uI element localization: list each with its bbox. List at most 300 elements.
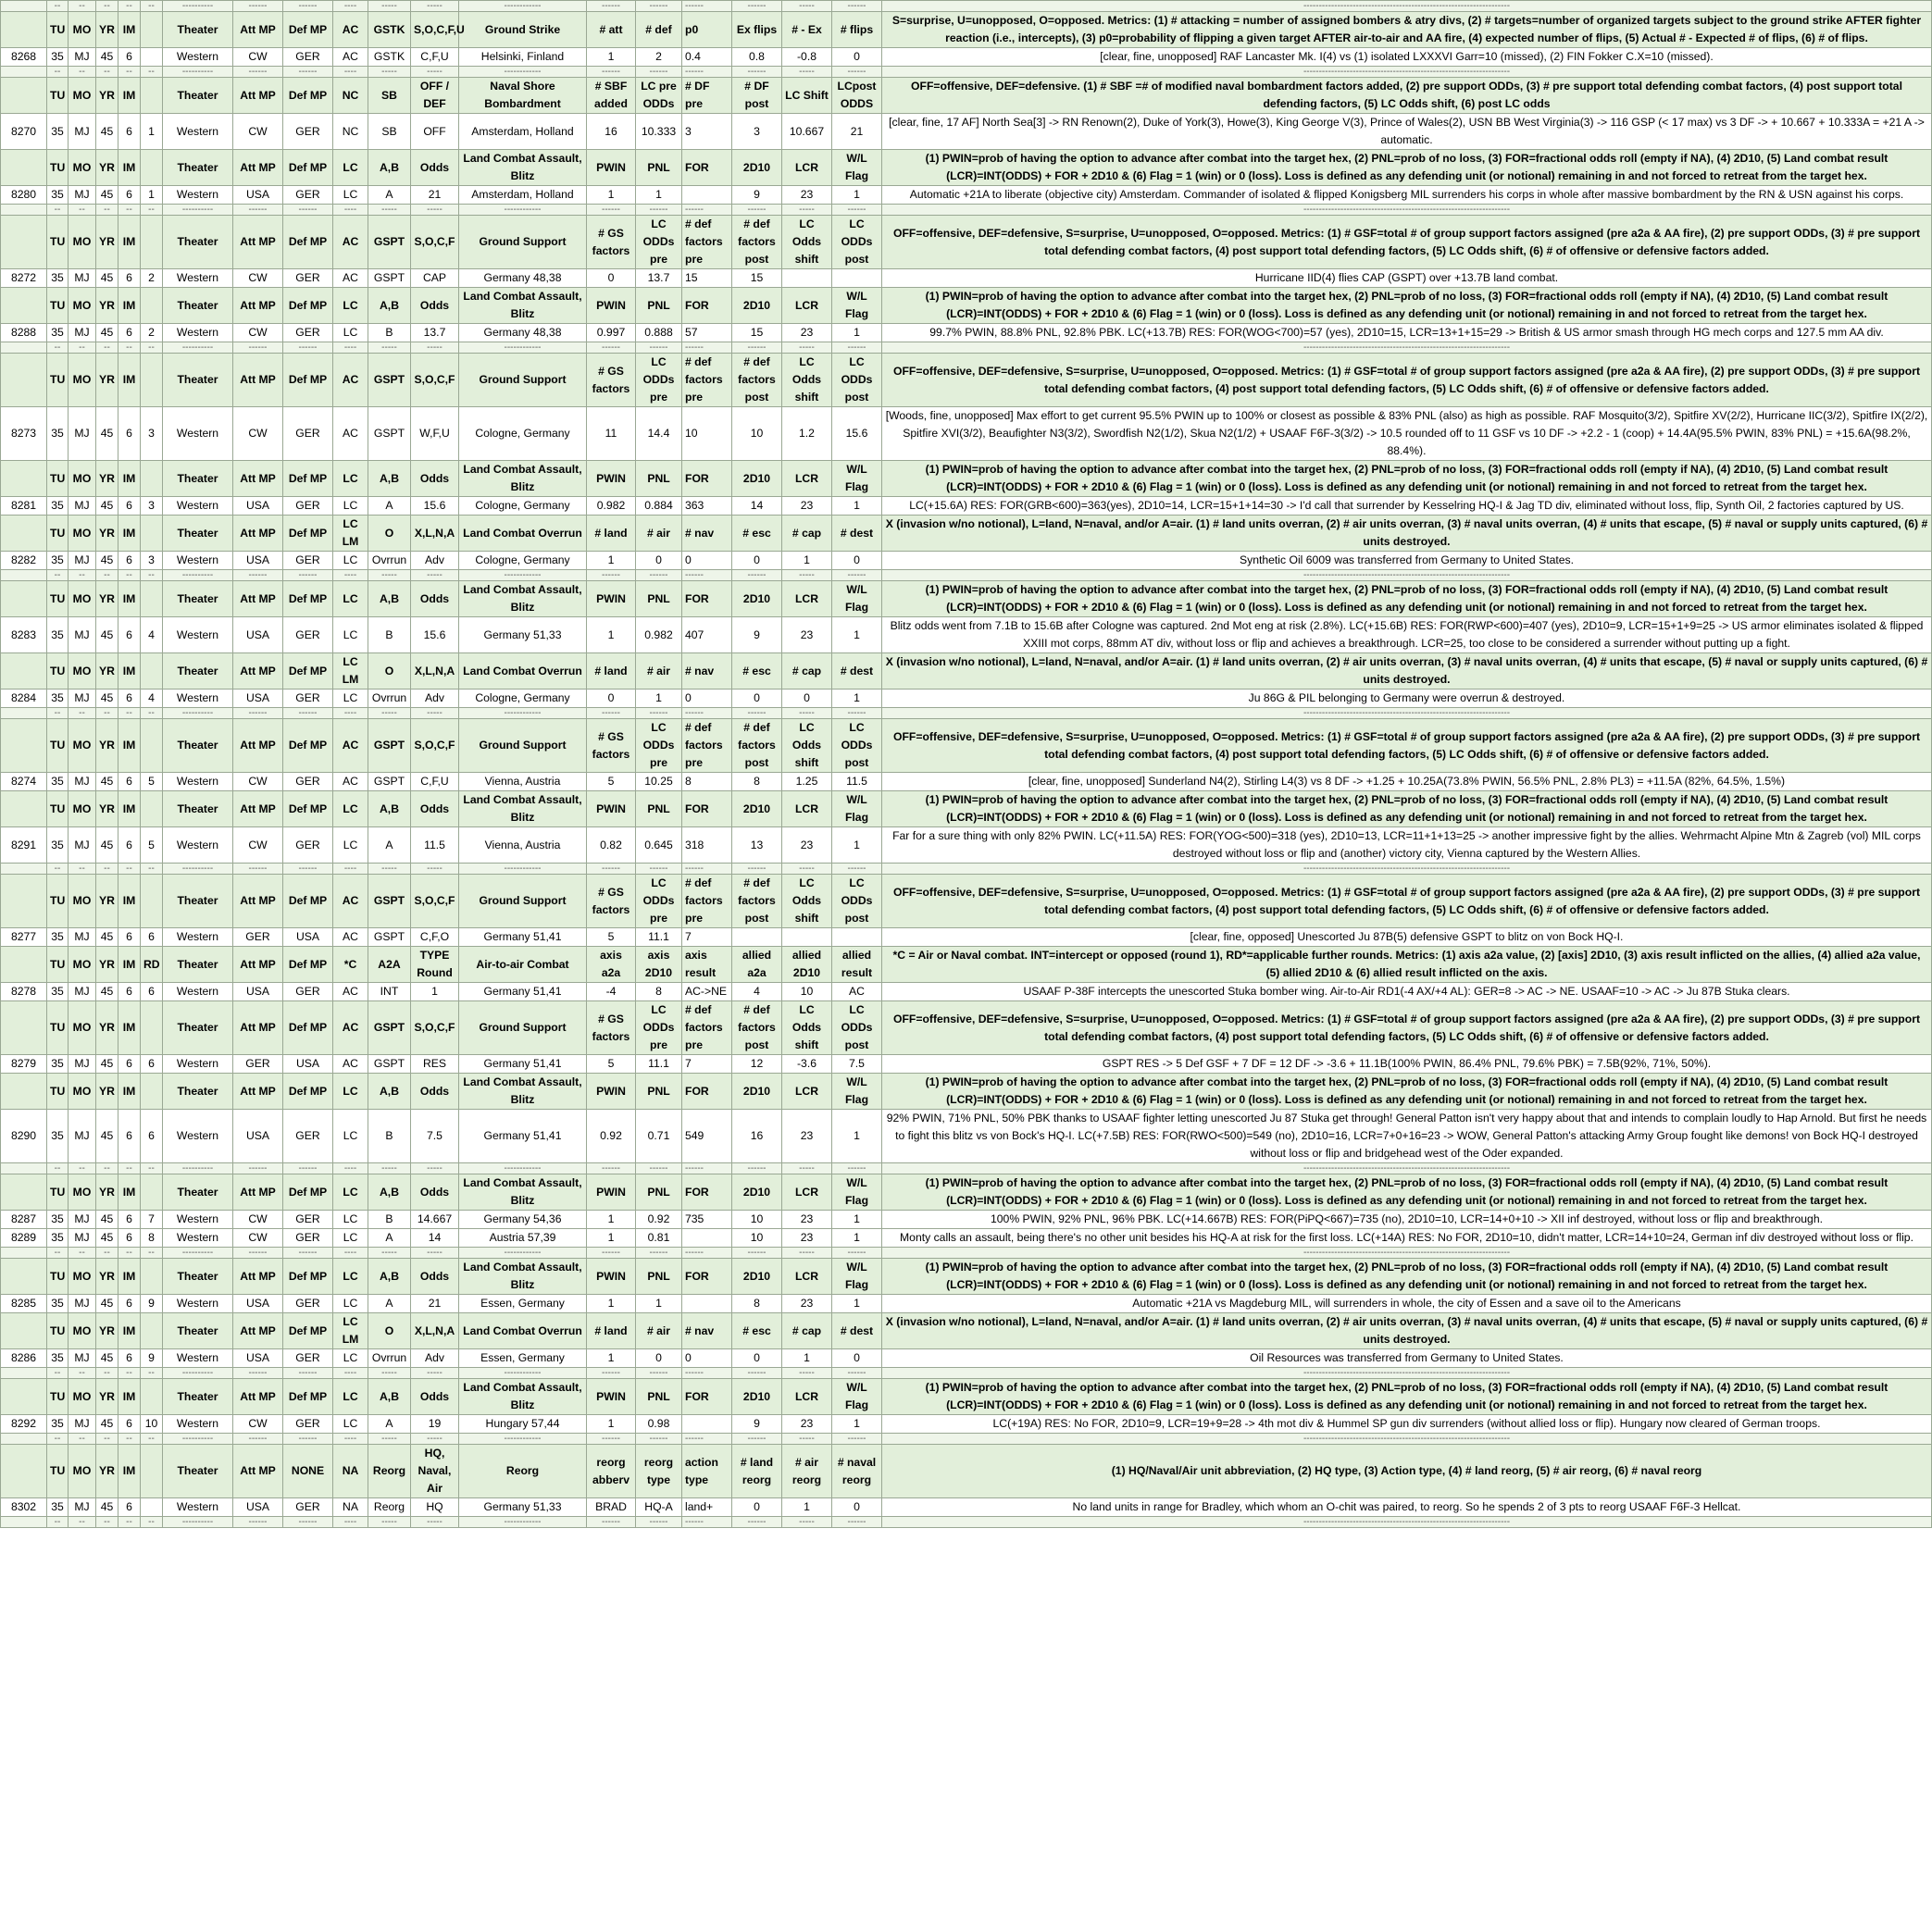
table-cell: CW: [233, 827, 283, 864]
table-cell: 8290: [1, 1110, 47, 1163]
table-cell: GER: [283, 690, 333, 708]
divider-cell: ------: [636, 570, 682, 581]
header-cell: YR: [96, 216, 118, 269]
divider-cell: -------------------------------------------------------------------: [882, 1248, 1932, 1259]
table-cell: GER: [283, 48, 333, 67]
table-cell: 1: [832, 1110, 882, 1163]
divider-cell: --: [141, 1248, 163, 1259]
table-cell: MJ: [69, 1211, 96, 1229]
divider-cell: ----------: [163, 864, 233, 875]
header-cell: TU: [47, 516, 69, 552]
table-cell: land+: [682, 1498, 732, 1517]
divider-cell: ----------: [163, 570, 233, 581]
table-cell: Western: [163, 114, 233, 150]
header-cell: action type: [682, 1445, 732, 1498]
table-cell: 549: [682, 1110, 732, 1163]
table-cell: 1.2: [782, 407, 832, 461]
header-cell: AC: [333, 354, 368, 407]
table-cell: [682, 186, 732, 205]
table-cell: 735: [682, 1211, 732, 1229]
table-cell: 35: [47, 983, 69, 1001]
table-cell: GER: [283, 1295, 333, 1313]
table-cell: 7: [682, 1055, 732, 1074]
table-cell: 0.71: [636, 1110, 682, 1163]
table-cell: GSPT: [368, 928, 411, 947]
header-cell: MO: [69, 791, 96, 827]
header-cell: LCR: [782, 791, 832, 827]
divider-cell: ------: [636, 1368, 682, 1379]
header-cell: [141, 150, 163, 186]
header-cell: YR: [96, 947, 118, 983]
header-cell: Theater: [163, 1001, 233, 1055]
divider-cell: --: [118, 708, 141, 719]
table-cell: 0: [832, 552, 882, 570]
header-cell: # dest: [832, 653, 882, 690]
divider-cell: -------------------------------------------------------------------: [882, 570, 1932, 581]
header-cell: Odds: [411, 288, 459, 324]
header-row: [1, 216, 1932, 269]
divider-cell: -----: [782, 1434, 832, 1445]
divider-cell: ----------: [163, 205, 233, 216]
header-cell: IM: [118, 653, 141, 690]
table-cell: 9: [141, 1349, 163, 1368]
table-cell: GER: [283, 1415, 333, 1434]
divider-cell: -------------------------------------------------------------------: [882, 205, 1932, 216]
table-cell: MJ: [69, 1349, 96, 1368]
divider-cell: ------: [832, 1163, 882, 1174]
table-cell: MJ: [69, 1055, 96, 1074]
table-cell: 0.82: [587, 827, 636, 864]
table-cell: 35: [47, 617, 69, 653]
table-cell: 21: [411, 186, 459, 205]
table-cell: 35: [47, 497, 69, 516]
header-cell: Ex flips: [732, 12, 782, 48]
table-cell: 23: [782, 827, 832, 864]
divider-cell: ------: [283, 205, 333, 216]
header-cell: TYPE Round: [411, 947, 459, 983]
header-cell: Land Combat Assault, Blitz: [459, 581, 587, 617]
divider-cell: -------------------------------------------------------------------: [882, 708, 1932, 719]
header-cell: [1, 653, 47, 690]
header-cell: [1, 1074, 47, 1110]
table-cell: 9: [141, 1295, 163, 1313]
table-cell: SB: [368, 114, 411, 150]
header-cell: # SBF added: [587, 78, 636, 114]
header-cell: [1, 581, 47, 617]
divider-cell: [1, 1163, 47, 1174]
divider-cell: --: [96, 67, 118, 78]
table-cell: 45: [96, 1498, 118, 1517]
divider-cell: ------: [682, 205, 732, 216]
header-cell: TU: [47, 1445, 69, 1498]
header-cell: Def MP: [283, 1174, 333, 1211]
divider-cell: --: [96, 1248, 118, 1259]
header-cell: LC: [333, 1074, 368, 1110]
table-cell: Western: [163, 617, 233, 653]
table-cell: 0.8: [732, 48, 782, 67]
divider-cell: --: [118, 1368, 141, 1379]
header-cell: [141, 791, 163, 827]
table-cell: AC: [333, 1055, 368, 1074]
header-cell: Def MP: [283, 1074, 333, 1110]
divider-cell: ------: [233, 1517, 283, 1528]
divider-cell: ------: [636, 1517, 682, 1528]
header-cell: # DF pre: [682, 78, 732, 114]
divider-cell: --: [47, 342, 69, 354]
divider-cell: ------: [832, 864, 882, 875]
table-cell: -4: [587, 983, 636, 1001]
header-cell: Theater: [163, 581, 233, 617]
divider-cell: --: [141, 1163, 163, 1174]
header-cell: TU: [47, 1174, 69, 1211]
header-cell: Att MP: [233, 1313, 283, 1349]
table-cell: LC: [333, 552, 368, 570]
divider-cell: ------: [587, 67, 636, 78]
divider-cell: ------: [636, 1, 682, 12]
divider-cell: --: [47, 1, 69, 12]
divider-cell: ------: [636, 1163, 682, 1174]
header-cell: FOR: [682, 1379, 732, 1415]
divider-cell: --: [47, 67, 69, 78]
table-cell: Western: [163, 690, 233, 708]
header-cell: (1) PWIN=prob of having the option to advance after combat into the target hex, (2) PNL=prob of no loss, (3) FOR=fractional odds roll (empty if NA), (4) 2D10, (5) Land combat result (LCR)=INT(ODDS) + FOR + 2D10 & (6) Flag = 1 (win) or 0 (loss). Loss is defined as any defending unit (or notional) remaining in and not forced to retreat from the target hex.: [882, 1379, 1932, 1415]
header-cell: *C = Air or Naval combat. INT=intercept or opposed (round 1), RD*=applicable further rounds. Metrics: (1) axis a2a value, (2) [axis] 2D10, (3) axis result inflicted on the allies, (4) allied a2a value, (5) allied 2D10 & (6) allied result inflicted on the axis.: [882, 947, 1932, 983]
header-cell: MO: [69, 354, 96, 407]
header-cell: MO: [69, 1074, 96, 1110]
header-cell: # def factors pre: [682, 354, 732, 407]
header-cell: [1, 1379, 47, 1415]
divider-cell: ------------: [459, 342, 587, 354]
table-cell: 7: [682, 928, 732, 947]
header-cell: Theater: [163, 216, 233, 269]
table-cell: 11.1: [636, 928, 682, 947]
header-cell: AC: [333, 875, 368, 928]
table-cell: AC: [333, 407, 368, 461]
data-row: [1, 407, 1932, 461]
header-cell: S,O,C,F,U: [411, 12, 459, 48]
divider-cell: ------: [636, 67, 682, 78]
table-cell: 8270: [1, 114, 47, 150]
divider-cell: ------: [832, 67, 882, 78]
divider-cell: ----: [333, 1517, 368, 1528]
divider-cell: ------: [587, 1368, 636, 1379]
header-cell: MO: [69, 516, 96, 552]
table-cell: 6: [118, 1110, 141, 1163]
header-cell: Land Combat Overrun: [459, 653, 587, 690]
divider-cell: ------: [682, 708, 732, 719]
header-cell: # nav: [682, 1313, 732, 1349]
header-cell: YR: [96, 1379, 118, 1415]
header-cell: TU: [47, 1313, 69, 1349]
divider-cell: -----: [411, 1, 459, 12]
header-cell: (1) HQ/Naval/Air unit abbreviation, (2) HQ type, (3) Action type, (4) # land reorg, (5) # air reorg, (6) # naval reorg: [882, 1445, 1932, 1498]
header-cell: Odds: [411, 150, 459, 186]
divider-cell: -------------------------------------------------------------------: [882, 1517, 1932, 1528]
table-cell: Western: [163, 1415, 233, 1434]
divider-cell: ----: [333, 1163, 368, 1174]
table-cell: 45: [96, 497, 118, 516]
table-cell: 35: [47, 773, 69, 791]
table-cell: W,F,U: [411, 407, 459, 461]
divider-cell: -----: [782, 1, 832, 12]
divider-cell: ------: [636, 342, 682, 354]
table-cell: CW: [233, 1229, 283, 1248]
header-cell: LC Odds shift: [782, 216, 832, 269]
table-cell: Essen, Germany: [459, 1349, 587, 1368]
divider-cell: --: [69, 864, 96, 875]
divider-cell: --: [96, 1368, 118, 1379]
divider-cell: ------: [682, 864, 732, 875]
table-cell: 0: [732, 552, 782, 570]
header-cell: # def factors post: [732, 216, 782, 269]
divider-cell: ------: [233, 708, 283, 719]
table-cell: USA: [233, 1498, 283, 1517]
table-cell: 14.667: [411, 1211, 459, 1229]
header-row: [1, 1174, 1932, 1211]
header-cell: IM: [118, 1074, 141, 1110]
header-cell: [1, 1313, 47, 1349]
divider-cell: --: [47, 708, 69, 719]
table-cell: Amsterdam, Holland: [459, 186, 587, 205]
header-cell: [1, 1174, 47, 1211]
divider-cell: -----: [411, 864, 459, 875]
header-cell: Def MP: [283, 719, 333, 773]
divider-cell: ------: [587, 1517, 636, 1528]
table-cell: 1: [832, 497, 882, 516]
table-cell: 6: [118, 928, 141, 947]
header-cell: MO: [69, 1001, 96, 1055]
table-cell: 8281: [1, 497, 47, 516]
header-cell: (1) PWIN=prob of having the option to advance after combat into the target hex, (2) PNL=prob of no loss, (3) FOR=fractional odds roll (empty if NA), (4) 2D10, (5) Land combat result (LCR)=INT(ODDS) + FOR + 2D10 & (6) Flag = 1 (win) or 0 (loss). Loss is defined as any defending unit (or notional) remaining in and not forced to retreat from the target hex.: [882, 461, 1932, 497]
table-cell: Ovrrun: [368, 552, 411, 570]
table-cell: Essen, Germany: [459, 1295, 587, 1313]
header-cell: (1) PWIN=prob of having the option to advance after combat into the target hex, (2) PNL=prob of no loss, (3) FOR=fractional odds roll (empty if NA), (4) 2D10, (5) Land combat result (LCR)=INT(ODDS) + FOR + 2D10 & (6) Flag = 1 (win) or 0 (loss). Loss is defined as any defending unit (or notional) remaining in and not forced to retreat from the target hex.: [882, 1259, 1932, 1295]
header-cell: W/L Flag: [832, 461, 882, 497]
table-cell: 8289: [1, 1229, 47, 1248]
header-cell: Theater: [163, 1259, 233, 1295]
table-cell: Synthetic Oil 6009 was transferred from Germany to United States.: [882, 552, 1932, 570]
header-cell: YR: [96, 461, 118, 497]
table-cell: MJ: [69, 1229, 96, 1248]
table-cell: 1: [832, 186, 882, 205]
divider-cell: ----: [333, 1, 368, 12]
header-cell: Land Combat Assault, Blitz: [459, 791, 587, 827]
table-cell: 0: [682, 552, 732, 570]
table-cell: LC(+19A) RES: No FOR, 2D10=9, LCR=19+9=28 -> 4th mot div & Hummel SP gun div surrenders (without allied loss or flip). Hungary now cleared of German troops.: [882, 1415, 1932, 1434]
divider-cell: ------: [233, 205, 283, 216]
divider-row: [1, 1, 1932, 12]
table-cell: MJ: [69, 983, 96, 1001]
table-cell: [682, 1295, 732, 1313]
divider-cell: -------------------------------------------------------------------: [882, 67, 1932, 78]
header-cell: TU: [47, 216, 69, 269]
header-cell: PWIN: [587, 791, 636, 827]
table-cell: Germany 51,33: [459, 617, 587, 653]
divider-cell: ------------: [459, 1163, 587, 1174]
table-cell: Amsterdam, Holland: [459, 114, 587, 150]
header-cell: IM: [118, 875, 141, 928]
header-cell: # def factors pre: [682, 216, 732, 269]
header-cell: LC LM: [333, 516, 368, 552]
table-cell: A: [368, 186, 411, 205]
header-cell: LCR: [782, 150, 832, 186]
divider-cell: ------: [832, 342, 882, 354]
divider-cell: -----: [411, 205, 459, 216]
table-cell: 6: [118, 324, 141, 342]
divider-cell: ------: [682, 1368, 732, 1379]
header-cell: [141, 461, 163, 497]
divider-cell: --: [141, 570, 163, 581]
header-cell: TU: [47, 78, 69, 114]
table-cell: 35: [47, 1055, 69, 1074]
header-cell: [1, 461, 47, 497]
header-cell: 2D10: [732, 791, 782, 827]
table-cell: GER: [283, 269, 333, 288]
table-cell: 23: [782, 1211, 832, 1229]
header-cell: (1) PWIN=prob of having the option to advance after combat into the target hex, (2) PNL=prob of no loss, (3) FOR=fractional odds roll (empty if NA), (4) 2D10, (5) Land combat result (LCR)=INT(ODDS) + FOR + 2D10 & (6) Flag = 1 (win) or 0 (loss). Loss is defined as any defending unit (or notional) remaining in and not forced to retreat from the target hex.: [882, 581, 1932, 617]
table-cell: Germany 48,38: [459, 324, 587, 342]
divider-cell: ------: [732, 1163, 782, 1174]
header-cell: Att MP: [233, 1174, 283, 1211]
header-cell: Odds: [411, 1074, 459, 1110]
header-cell: LC ODDs post: [832, 354, 882, 407]
header-cell: (1) PWIN=prob of having the option to advance after combat into the target hex, (2) PNL=prob of no loss, (3) FOR=fractional odds roll (empty if NA), (4) 2D10, (5) Land combat result (LCR)=INT(ODDS) + FOR + 2D10 & (6) Flag = 1 (win) or 0 (loss). Loss is defined as any defending unit (or notional) remaining in and not forced to retreat from the target hex.: [882, 288, 1932, 324]
divider-cell: ------: [233, 1163, 283, 1174]
table-cell: 35: [47, 552, 69, 570]
divider-cell: ----: [333, 864, 368, 875]
divider-cell: ------: [832, 1368, 882, 1379]
table-cell: Western: [163, 983, 233, 1001]
header-cell: LC ODDs pre: [636, 216, 682, 269]
header-cell: Att MP: [233, 1379, 283, 1415]
header-cell: MO: [69, 216, 96, 269]
header-cell: PNL: [636, 288, 682, 324]
divider-cell: --: [96, 864, 118, 875]
divider-cell: -------------------------------------------------------------------: [882, 1, 1932, 12]
table-cell: 4: [141, 690, 163, 708]
header-cell: FOR: [682, 581, 732, 617]
data-row: [1, 1211, 1932, 1229]
divider-row: [1, 67, 1932, 78]
table-cell: MJ: [69, 1110, 96, 1163]
table-cell: CW: [233, 1415, 283, 1434]
header-cell: A,B: [368, 461, 411, 497]
header-cell: [141, 1001, 163, 1055]
header-cell: [141, 875, 163, 928]
divider-cell: -----: [368, 1368, 411, 1379]
table-cell: 2: [141, 324, 163, 342]
header-cell: YR: [96, 1259, 118, 1295]
divider-cell: ------: [732, 864, 782, 875]
table-cell: LC: [333, 1295, 368, 1313]
table-cell: 23: [782, 1295, 832, 1313]
header-cell: Theater: [163, 516, 233, 552]
header-cell: # naval reorg: [832, 1445, 882, 1498]
divider-cell: --: [96, 1, 118, 12]
divider-cell: -----: [782, 205, 832, 216]
divider-row: [1, 205, 1932, 216]
divider-cell: ------: [233, 67, 283, 78]
divider-cell: ------: [832, 1248, 882, 1259]
divider-cell: ------: [233, 1434, 283, 1445]
header-cell: (1) PWIN=prob of having the option to advance after combat into the target hex, (2) PNL=prob of no loss, (3) FOR=fractional odds roll (empty if NA), (4) 2D10, (5) Land combat result (LCR)=INT(ODDS) + FOR + 2D10 & (6) Flag = 1 (win) or 0 (loss). Loss is defined as any defending unit (or notional) remaining in and not forced to retreat from the target hex.: [882, 150, 1932, 186]
table-cell: 0: [732, 690, 782, 708]
table-cell: A: [368, 827, 411, 864]
table-cell: GSPT: [368, 269, 411, 288]
divider-cell: [1, 342, 47, 354]
table-cell: RES: [411, 1055, 459, 1074]
divider-cell: --: [69, 570, 96, 581]
divider-cell: -----: [411, 570, 459, 581]
header-cell: IM: [118, 947, 141, 983]
table-cell: LC: [333, 1110, 368, 1163]
header-cell: Ground Strike: [459, 12, 587, 48]
divider-cell: ------: [587, 205, 636, 216]
divider-cell: [1, 1368, 47, 1379]
header-row: [1, 288, 1932, 324]
table-cell: LC: [333, 1211, 368, 1229]
header-cell: PWIN: [587, 581, 636, 617]
table-cell: 0: [782, 690, 832, 708]
header-row: [1, 461, 1932, 497]
divider-cell: -----: [411, 1434, 459, 1445]
header-cell: TU: [47, 461, 69, 497]
divider-cell: --: [47, 864, 69, 875]
header-cell: PNL: [636, 1379, 682, 1415]
header-cell: YR: [96, 1074, 118, 1110]
table-cell: 3: [141, 552, 163, 570]
header-row: [1, 1445, 1932, 1498]
table-cell: No land units in range for Bradley, which whom an O-chit was paired, to reorg. So he spends 2 of 3 pts to reorg USAAF F6F-3 Hellcat.: [882, 1498, 1932, 1517]
divider-cell: ----------: [163, 342, 233, 354]
divider-cell: ----: [333, 205, 368, 216]
data-row: [1, 1498, 1932, 1517]
divider-cell: ------: [832, 708, 882, 719]
header-cell: TU: [47, 1074, 69, 1110]
divider-cell: -----: [411, 342, 459, 354]
table-cell: AC->NE: [682, 983, 732, 1001]
header-cell: [141, 1074, 163, 1110]
header-cell: TU: [47, 288, 69, 324]
table-cell: 23: [782, 324, 832, 342]
table-cell: 14: [732, 497, 782, 516]
divider-cell: --: [141, 205, 163, 216]
header-cell: Land Combat Assault, Blitz: [459, 1259, 587, 1295]
divider-cell: [1, 864, 47, 875]
header-cell: Odds: [411, 581, 459, 617]
table-cell: BRAD: [587, 1498, 636, 1517]
table-cell: Helsinki, Finland: [459, 48, 587, 67]
table-cell: 10.25: [636, 773, 682, 791]
header-cell: [141, 12, 163, 48]
table-cell: MJ: [69, 827, 96, 864]
header-cell: NC: [333, 78, 368, 114]
header-cell: # def: [636, 12, 682, 48]
header-cell: [1, 216, 47, 269]
header-cell: TU: [47, 653, 69, 690]
data-row: [1, 48, 1932, 67]
table-cell: MJ: [69, 928, 96, 947]
header-cell: PNL: [636, 1259, 682, 1295]
header-cell: # GS factors: [587, 216, 636, 269]
header-cell: YR: [96, 516, 118, 552]
header-cell: Def MP: [283, 461, 333, 497]
header-cell: TU: [47, 947, 69, 983]
table-cell: 6: [141, 1110, 163, 1163]
table-cell: USA: [283, 1055, 333, 1074]
table-cell: USA: [233, 983, 283, 1001]
header-cell: Def MP: [283, 653, 333, 690]
